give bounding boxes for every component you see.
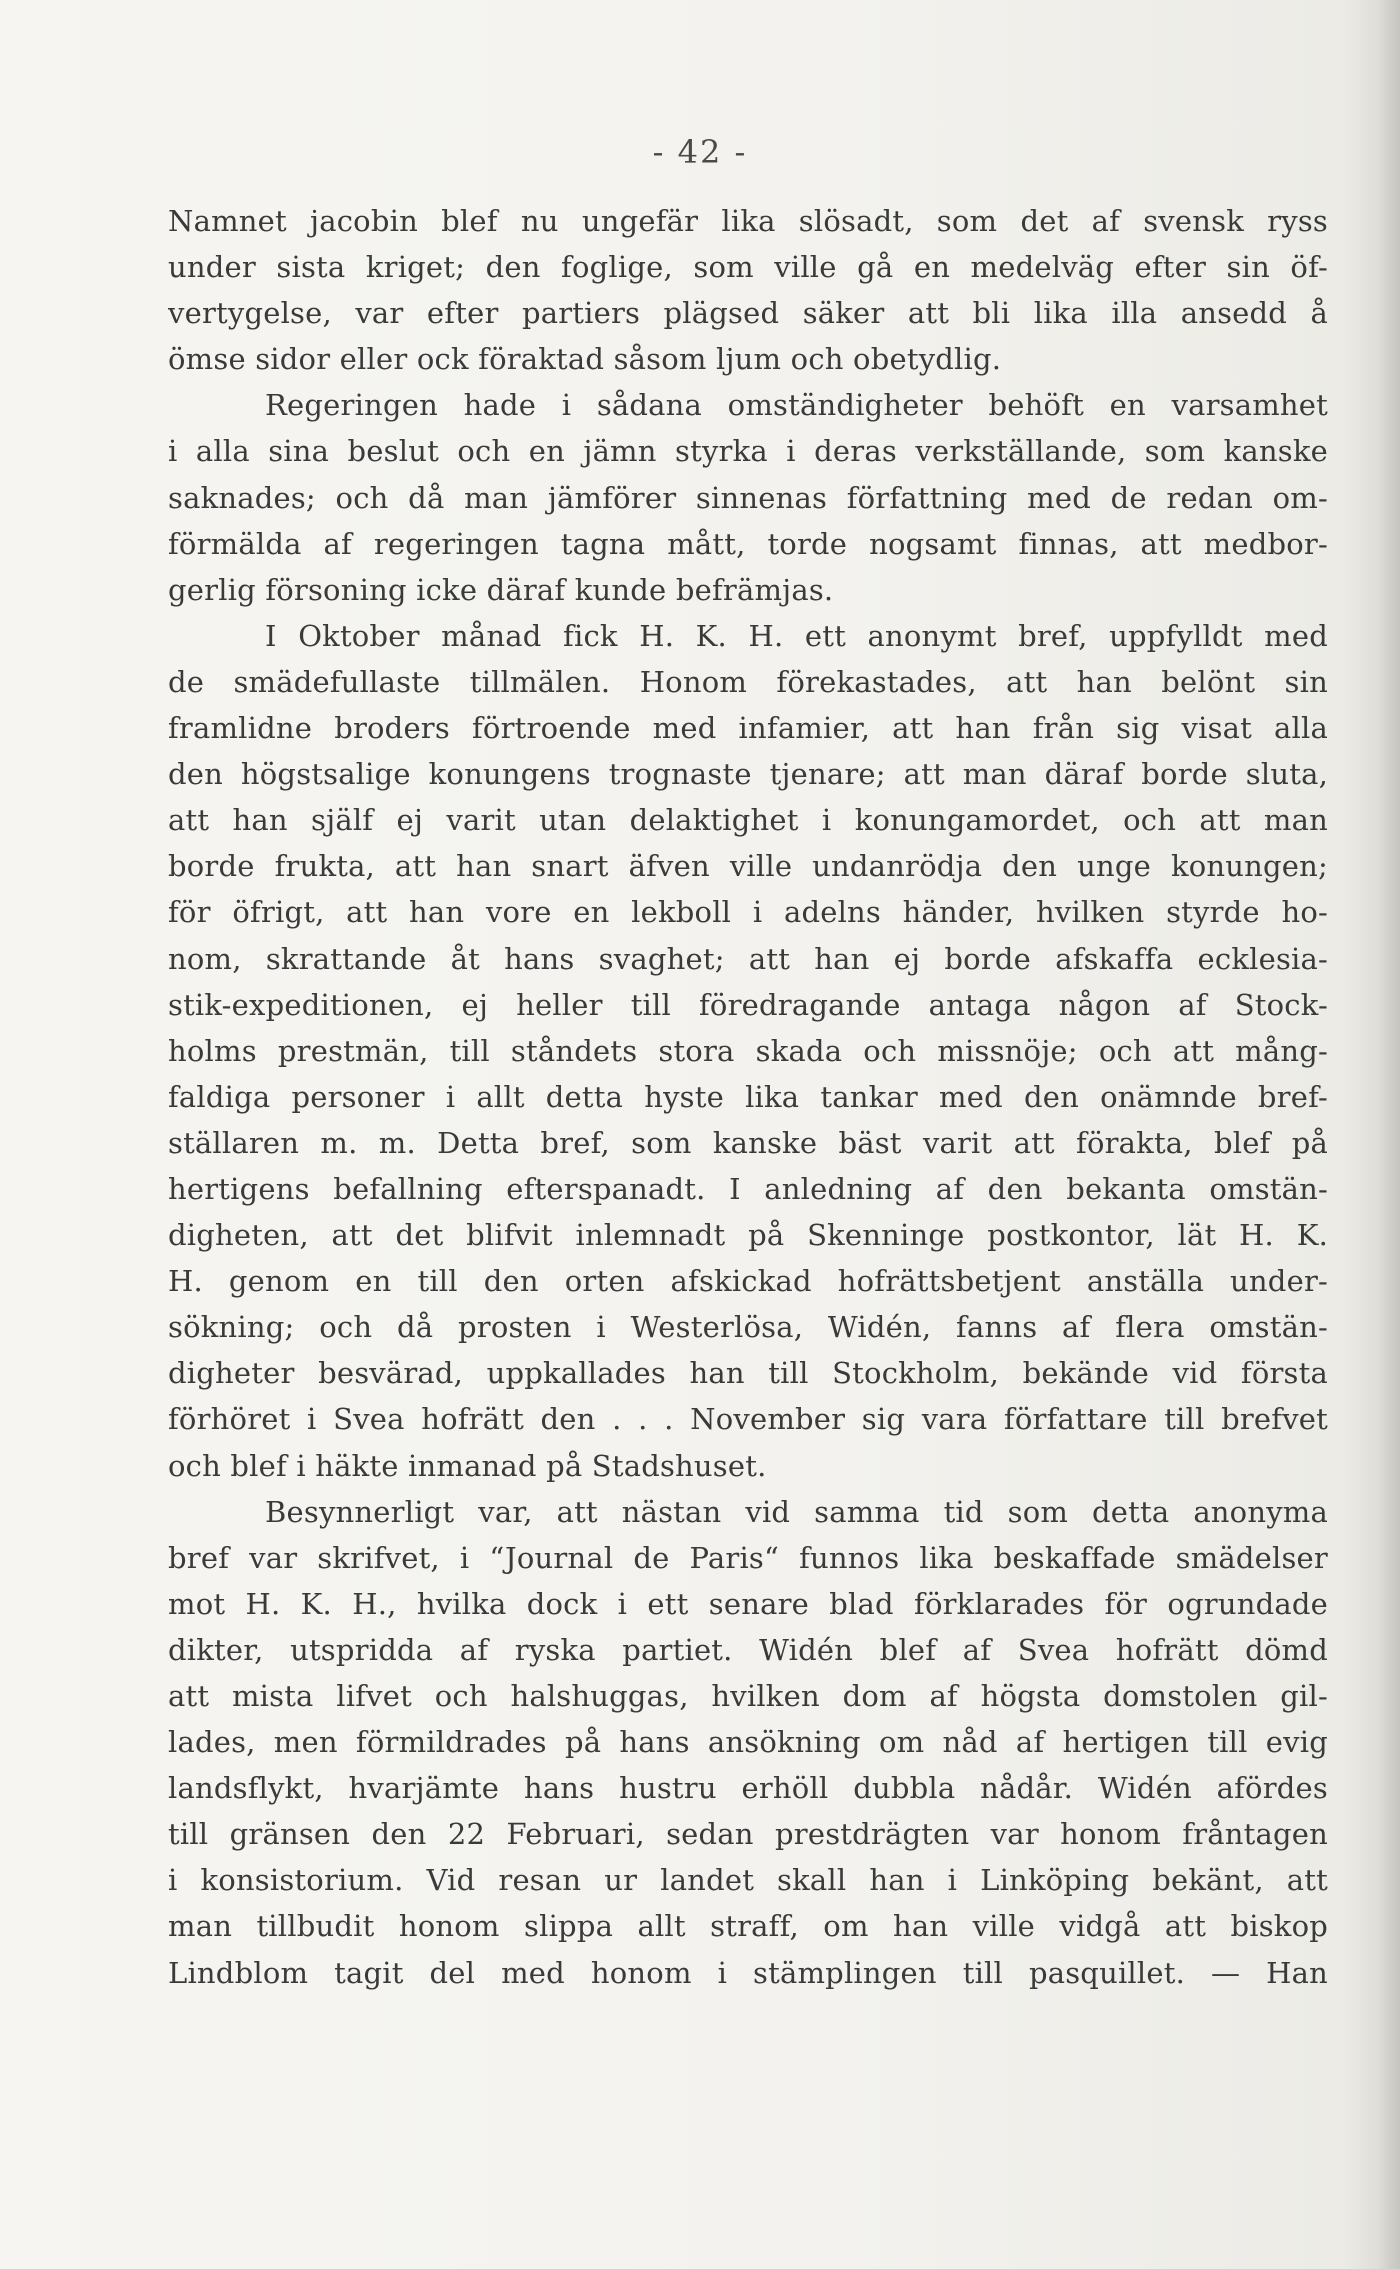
text-line: mot H. K. H., hvilka dock i ett senare blad förklarades för ogrundade	[168, 1586, 1328, 1621]
text-line: i alla sina beslut och en jämn styrka i deras verkställande, som kanske	[168, 434, 1328, 469]
text-line: sökning; och då prosten i Westerlösa, Widén, fanns af flera omstän-	[168, 1310, 1328, 1345]
text-line: ömse sidor eller ock föraktad såsom ljum och obetydlig.	[168, 342, 1002, 377]
text-line: förmälda af regeringen tagna mått, torde nogsamt finnas, att medbor-	[168, 526, 1328, 561]
page-edge-shadow	[1378, 0, 1400, 2269]
text-line: Namnet jacobin blef nu ungefär lika slösadt, som det af svensk ryss	[168, 204, 1328, 238]
text-line: H. genom en till den orten afskickad hofrättsbetjent anställa under-	[168, 1264, 1328, 1299]
text-line: framlidne broders förtroende med infamier, att han från sig visat alla	[168, 711, 1328, 746]
text-line: lades, men förmildrades på hans ansökning om nåd af hertigen till evig	[168, 1725, 1328, 1760]
text-line: holms prestmän, till ståndets stora skada och missnöje; och att mång-	[168, 1033, 1328, 1068]
text-line: för öfrigt, att han vore en lekboll i adelns händer, hvilken styrde ho-	[168, 895, 1328, 930]
text-line: under sista kriget; den foglige, som ville gå en medelväg efter sin öf-	[168, 250, 1328, 285]
text-line: dikter, utspridda af ryska partiet. Widén blef af Svea hofrätt dömd	[168, 1632, 1328, 1667]
text-line: bref var skrifvet, i “Journal de Paris“ funnos lika beskaffade smädelser	[168, 1540, 1328, 1575]
text-line: vertygelse, var efter partiers plägsed säker att bli lika illa ansedd å	[168, 296, 1328, 331]
text-line: de smädefullaste tillmälen. Honom förekastades, att han belönt sin	[168, 664, 1328, 699]
text-line: man tillbudit honom slippa allt straff, om han ville vidgå att biskop	[168, 1909, 1328, 1944]
text-line: att han själf ej varit utan delaktighet i konungamordet, och att man	[168, 803, 1328, 838]
text-line: att mista lifvet och halshuggas, hvilken dom af högsta domstolen gil-	[168, 1679, 1328, 1713]
text-line: förhöret i Svea hofrätt den . . . November sig vara författare till brefvet	[168, 1402, 1328, 1437]
text-line: Besynnerligt var, att nästan vid samma tid som detta anonyma	[265, 1494, 1328, 1529]
text-line: i konsistorium. Vid resan ur landet skall han i Linköping bekänt, att	[168, 1863, 1328, 1898]
text-line: och blef i häkte inmanad på Stadshuset.	[168, 1448, 767, 1483]
text-line: faldiga personer i allt detta hyste lika tankar med den onämnde bref-	[168, 1079, 1328, 1114]
text-line: landsflykt, hvarjämte hans hustru erhöll dubbla nådår. Widén afördes	[168, 1771, 1328, 1806]
text-line: digheten, att det blifvit inlemnadt på Skenninge postkontor, lät H. K.	[168, 1218, 1328, 1253]
text-line: borde frukta, att han snart äfven ville undanrödja den unge konungen;	[168, 849, 1328, 884]
text-line: hertigens befallning efterspanadt. I anledning af den bekanta omstän-	[168, 1171, 1328, 1206]
text-line: till gränsen den 22 Februari, sedan prestdrägten var honom fråntagen	[168, 1817, 1328, 1852]
body-text	[168, 198, 1328, 1996]
text-line: den högstsalige konungens trognaste tjenare; att man däraf borde sluta,	[168, 757, 1328, 792]
text-line: Regeringen hade i sådana omständigheter behöft en varsamhet	[265, 388, 1328, 423]
text-line: I Oktober månad fick H. K. H. ett anonymt bref, uppfylldt med	[265, 618, 1328, 653]
text-line: gerlig försoning icke däraf kunde befrämjas.	[168, 572, 834, 607]
text-line: digheter besvärad, uppkallades han till Stockholm, bekände vid första	[168, 1356, 1328, 1391]
text-line: ställaren m. m. Detta bref, som kanske bäst varit att förakta, blef på	[168, 1125, 1328, 1160]
text-line: saknades; och då man jämförer sinnenas författning med de redan om-	[168, 480, 1328, 515]
text-line: stik-expeditionen, ej heller till föredragande antaga någon af Stock-	[168, 987, 1328, 1022]
text-line: nom, skrattande åt hans svaghet; att han ej borde afskaffa ecklesia-	[168, 941, 1328, 976]
text-line: Lindblom tagit del med honom i stämplingen till pasquillet. — Han	[168, 1955, 1328, 1990]
page-number: - 42 -	[652, 133, 748, 171]
